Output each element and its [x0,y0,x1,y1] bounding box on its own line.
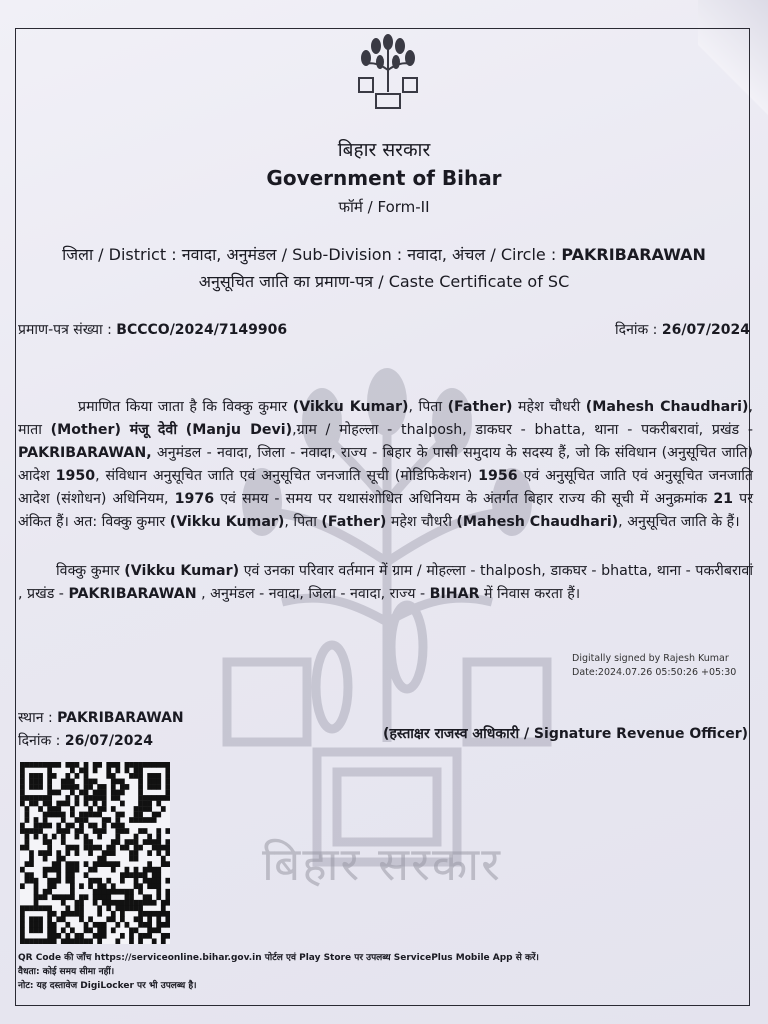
date-value: 26/07/2024 [661,322,750,338]
cert-no-value: BCCCO/2024/7149906 [116,322,288,338]
qr-verify-note: QR Code की जाँच https://serviceonline.bihar.gov.in पोर्टल एवं Play Store पर उपलब्ध ServicePlus Mobile App से करें। [18,953,539,963]
digital-signer: Digitally signed by Rajesh Kumar [572,653,729,664]
subdivision-value: नवादा, [407,245,447,264]
bodhi-tree-emblem-icon [356,32,420,110]
digilocker-note: नोट: यह दस्तावेज DigiLocker पर भी उपलब्ध है। [18,981,197,991]
place-date-value: 26/07/2024 [64,733,153,749]
date-label: दिनांक : [615,322,658,338]
footer-notes [18,951,539,993]
jurisdiction-line [0,243,768,265]
certificate-number [18,320,287,339]
form-number: फॉर्म / Form-II [338,198,430,216]
circle-value: PAKRIBARAWAN [561,245,706,264]
place-date [18,731,153,750]
place-label: स्थान : [18,710,53,726]
residence-paragraph: विक्कु कुमार (Vikku Kumar) एवं उनका परिवार वर्तमान में ग्राम / मोहल्ला - thalposh, डाकघर - bhatta, थाना - पकरीबरावां , प्रखंड - PAKRIBARAWAN , अनुमंडल - नवादा, जिला - नवादा, राज्य - BIHAR में निवास करता हैं। [18,563,753,602]
digital-signature-stamp [572,652,736,680]
issue-date [615,320,750,339]
place [18,708,184,727]
circle-label: अंचल / Circle : [452,245,557,264]
subdivision-label: अनुमंडल / Sub-Division : [226,245,403,264]
qr-code-icon [20,762,170,944]
certificate-title: अनुसूचित जाति का प्रमाण-पत्र / Caste Certificate of SC [198,272,570,291]
signature-officer: (हस्ताक्षर राजस्व अधिकारी / Signature Revenue Officer) [383,726,748,742]
district-label: जिला / District : [62,245,177,264]
certification-paragraph: प्रमाणित किया जाता है कि विक्कु कुमार (Vikku Kumar), पिता (Father) महेश चौधरी (Mahesh Chaudhari), माता (Mother) मंजू देवी (Manju Devi),ग्राम / मोहल्ला - thalposh, डाकघर - bhatta, थाना - पकरीबरावां, प्रखंड - PAKRIBARAWAN, अनुमंडल - नवादा, जिला - नवादा, राज्य - बिहार के पासी समुदाय के सदस्य हैं, जो कि संविधान (अनुसूचित जाति) आदेश 1950, संविधान अनुसूचित जाति एवं अनुसूचित जनजाति सूची (मोडिफिकेशन) 1956 एवं अनुसूचित जाति एवं अनुसूचित जनजाति आदेश (संशोधन) अधिनियम, 1976 एवं समय - समय पर यथासंशोधित अधिनियम के अंतर्गत बिहार राज्य की सूची में अनुक्रमांक 21 पर अंकित हैं। अत: विक्कु कुमार (Vikku Kumar), पिता (Father) महेश चौधरी (Mahesh Chaudhari), अनुसूचित जाति के हैं। [18,399,754,530]
cert-no-label: प्रमाण-पत्र संख्या : [18,322,112,338]
validity-note: वैधता: कोई समय सीमा नहीं। [18,967,115,977]
govt-title-hindi: बिहार सरकार [337,139,431,161]
watermark-text: बिहार सरकार [262,837,502,891]
district-value: नवादा, [181,245,222,264]
digital-sign-date: Date:2024.07.26 05:50:26 +05:30 [572,667,737,678]
govt-title-english: Government of Bihar [266,166,502,190]
place-value: PAKRIBARAWAN [57,710,184,726]
place-date-label: दिनांक : [18,733,61,749]
